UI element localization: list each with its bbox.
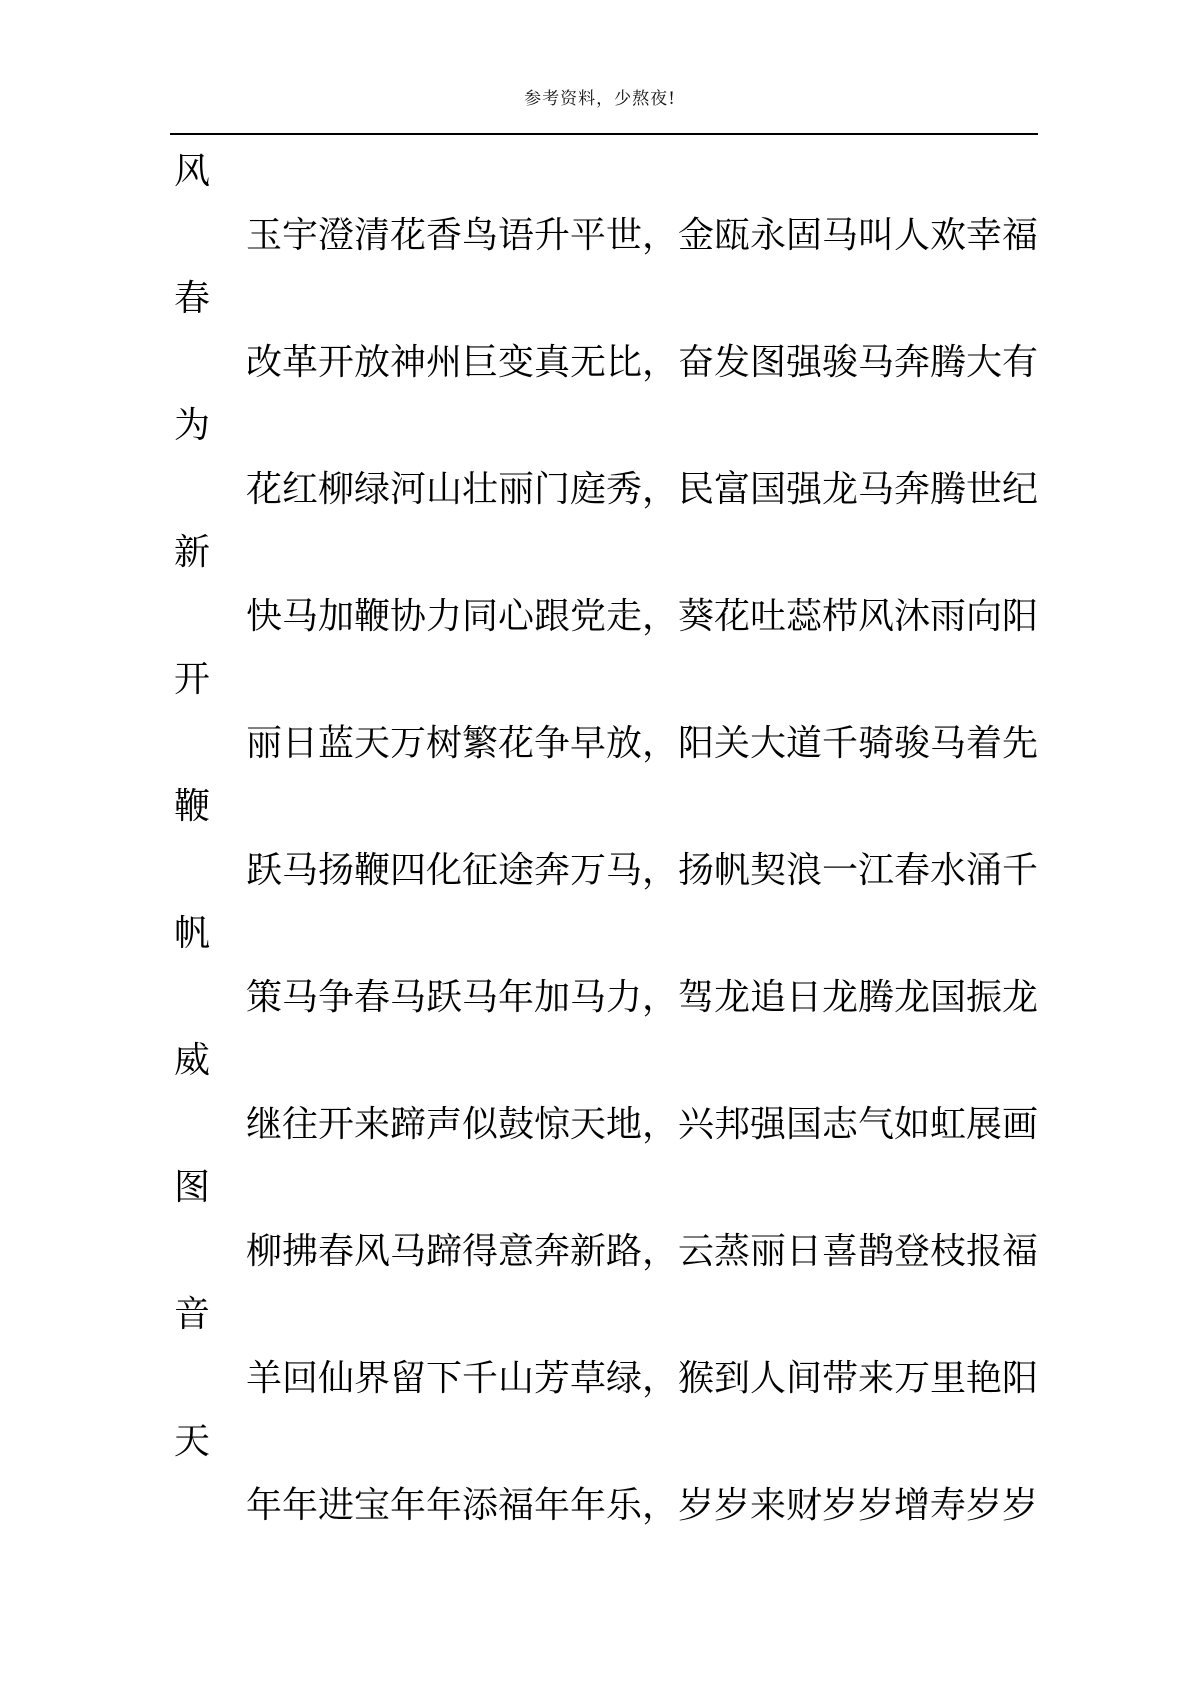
couplet-list [174, 140, 1044, 1537]
text-line: 帆 [174, 913, 211, 954]
text-line: 策马争春马跃马年加马力，驾龙追日龙腾龙国振龙 [246, 976, 1039, 1018]
text-line: 跃马扬鞭四化征途奔万马，扬帆契浪一江春水涌千 [246, 849, 1039, 891]
text-line: 新 [174, 532, 211, 573]
text-line: 柳拂春风马蹄得意奔新路，云蒸丽日喜鹊登枝报福 [246, 1230, 1039, 1272]
text-line: 威 [174, 1040, 211, 1081]
text-line: 图 [174, 1167, 211, 1208]
text-line: 音 [174, 1294, 211, 1335]
text-line: 开 [174, 659, 211, 700]
text-line: 羊回仙界留下千山芳草绿，猴到人间带来万里艳阳 [246, 1357, 1039, 1399]
text-line: 天 [174, 1421, 211, 1462]
page-header: 参考资料，少熬夜! [524, 89, 676, 109]
text-line: 丽日蓝天万树繁花争早放，阳关大道千骑骏马着先 [246, 722, 1039, 764]
text-line: 改革开放神州巨变真无比，奋发图强骏马奔腾大有 [246, 341, 1039, 383]
text-line: 鞭 [174, 786, 211, 827]
header-divider [170, 133, 1038, 135]
text-line: 快马加鞭协力同心跟党走，葵花吐蕊栉风沐雨向阳 [246, 595, 1039, 637]
text-line: 继往开来蹄声似鼓惊天地，兴邦强国志气如虹展画 [246, 1103, 1039, 1145]
text-line: 年年进宝年年添福年年乐，岁岁来财岁岁增寿岁岁 [246, 1484, 1039, 1526]
text-line: 花红柳绿河山壮丽门庭秀，民富国强龙马奔腾世纪 [246, 468, 1039, 510]
text-line: 为 [174, 405, 211, 446]
text-line: 春 [174, 278, 211, 319]
text-line: 风 [174, 151, 211, 192]
text-line: 玉宇澄清花香鸟语升平世，金瓯永固马叫人欢幸福 [246, 214, 1039, 256]
